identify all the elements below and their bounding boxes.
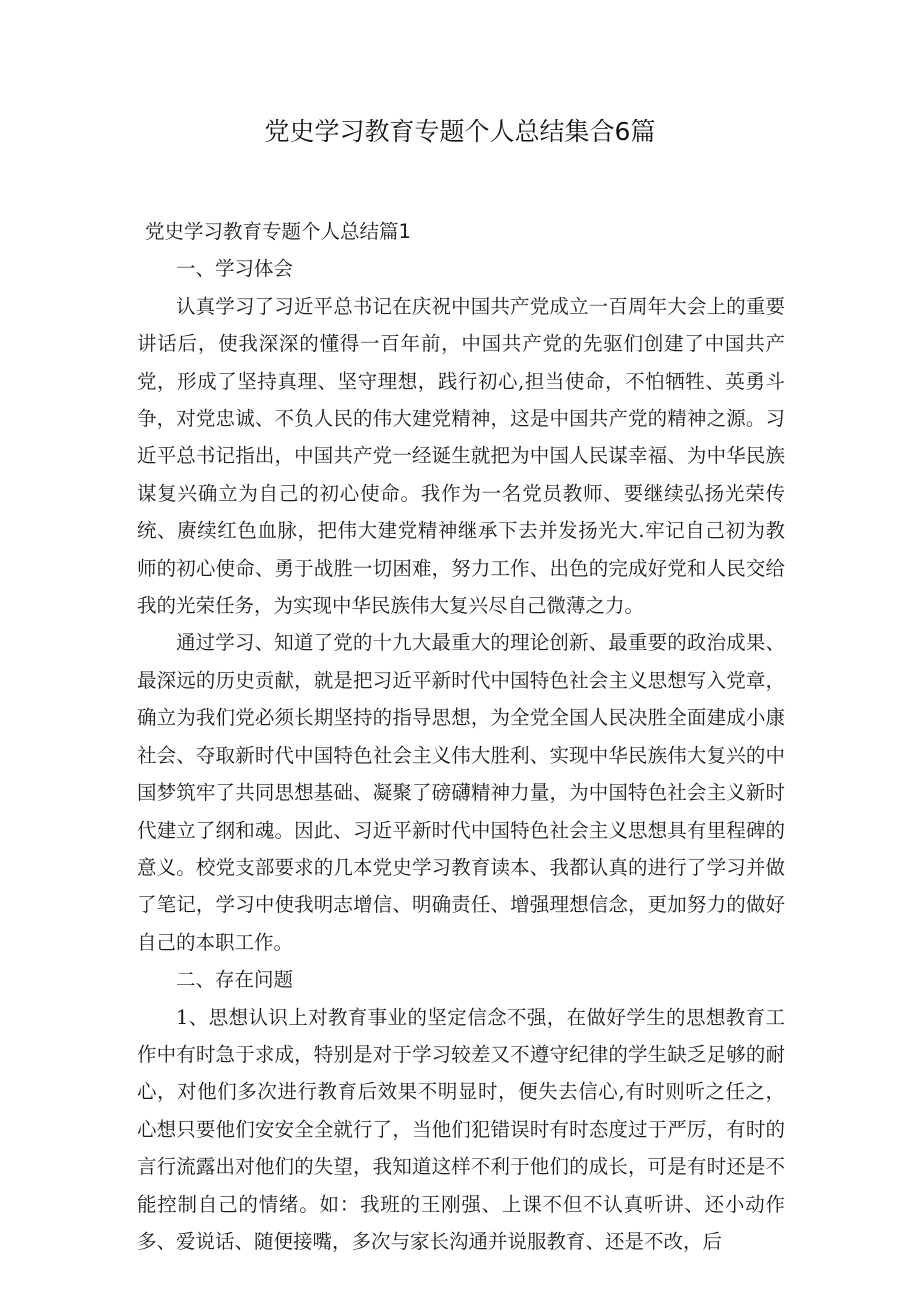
document-body [137,213,785,1260]
section-title: 党史学习教育专题个人总结篇1 [145,220,411,243]
paragraph: 通过学习、知道了党的十九大最重大的理论创新、最重要的政治成果、最深远的历史贡献，就是把习近平新时代中国特色社会主义思想写入党章，确立为我们党必须长期坚持的指导思想，为全党全国人民决胜全面建成小康社会、夺取新时代中国特色社会主义伟大胜利、实现中华民族伟大复兴的中国梦筑牢了共同思想基础、凝聚了磅礴精神力量，为中国特色社会主义新时代建立了纲和魂。因此、习近平新时代中国特色社会主义思想具有里程碑的意义。校党支部要求的几本党史学习教育读本、我都认真的进行了学习并做了笔记，学习中使我明志增信、明确责任、增强理想信念，更加努力的做好自己的本职工作。 [137,631,785,954]
paragraph: 认真学习了习近平总书记在庆祝中国共产党成立一百周年大会上的重要讲话后，使我深深的懂得一百年前，中国共产党的先驱们创建了中国共产党，形成了坚持真理、坚守理想，践行初心,担当使命，不怕牺牲、英勇斗争，对党忠诚、不负人民的伟大建党精神，这是中国共产党的精神之源。习近平总书记指出，中国共产党一经诞生就把为中国人民谋幸福、为中华民族谋复兴确立为自己的初心使命。我作为一名党员教师、要继续弘扬光荣传统、赓续红色血脉，把伟大建党精神继承下去并发扬光大.牢记自己初为教师的初心使命、勇于战胜一切困难，努力工作、出色的完成好党和人民交给我的光荣任务，为实现中华民族伟大复兴尽自己微薄之力。 [137,294,785,618]
document-title: 党史学习教育专题个人总结集合6篇 [264,117,656,146]
heading-study-experience: 一、学习体会 [176,257,294,281]
paragraph: 1、思想认识上对教育事业的坚定信念不强，在做好学生的思想教育工作中有时急于求成，特别是对于学习较差又不遵守纪律的学生缺乏足够的耐心，对他们多次进行教育后效果不明显时，便失去信心,有时则听之任之，心想只要他们安安全全就行了，当他们犯错误时有时态度过于严厉，有时的言行流露出对他们的失望，我知道这样不利于他们的成长，可是有时还是不能控制自己的情绪。如：我班的王刚强、上课不但不认真听讲、还小动作多、爱说话、随便接嘴，多次与家长沟通并说服教育、还是不改，后 [137,1005,785,1253]
heading-existing-problems: 二、存在问题 [176,968,294,992]
